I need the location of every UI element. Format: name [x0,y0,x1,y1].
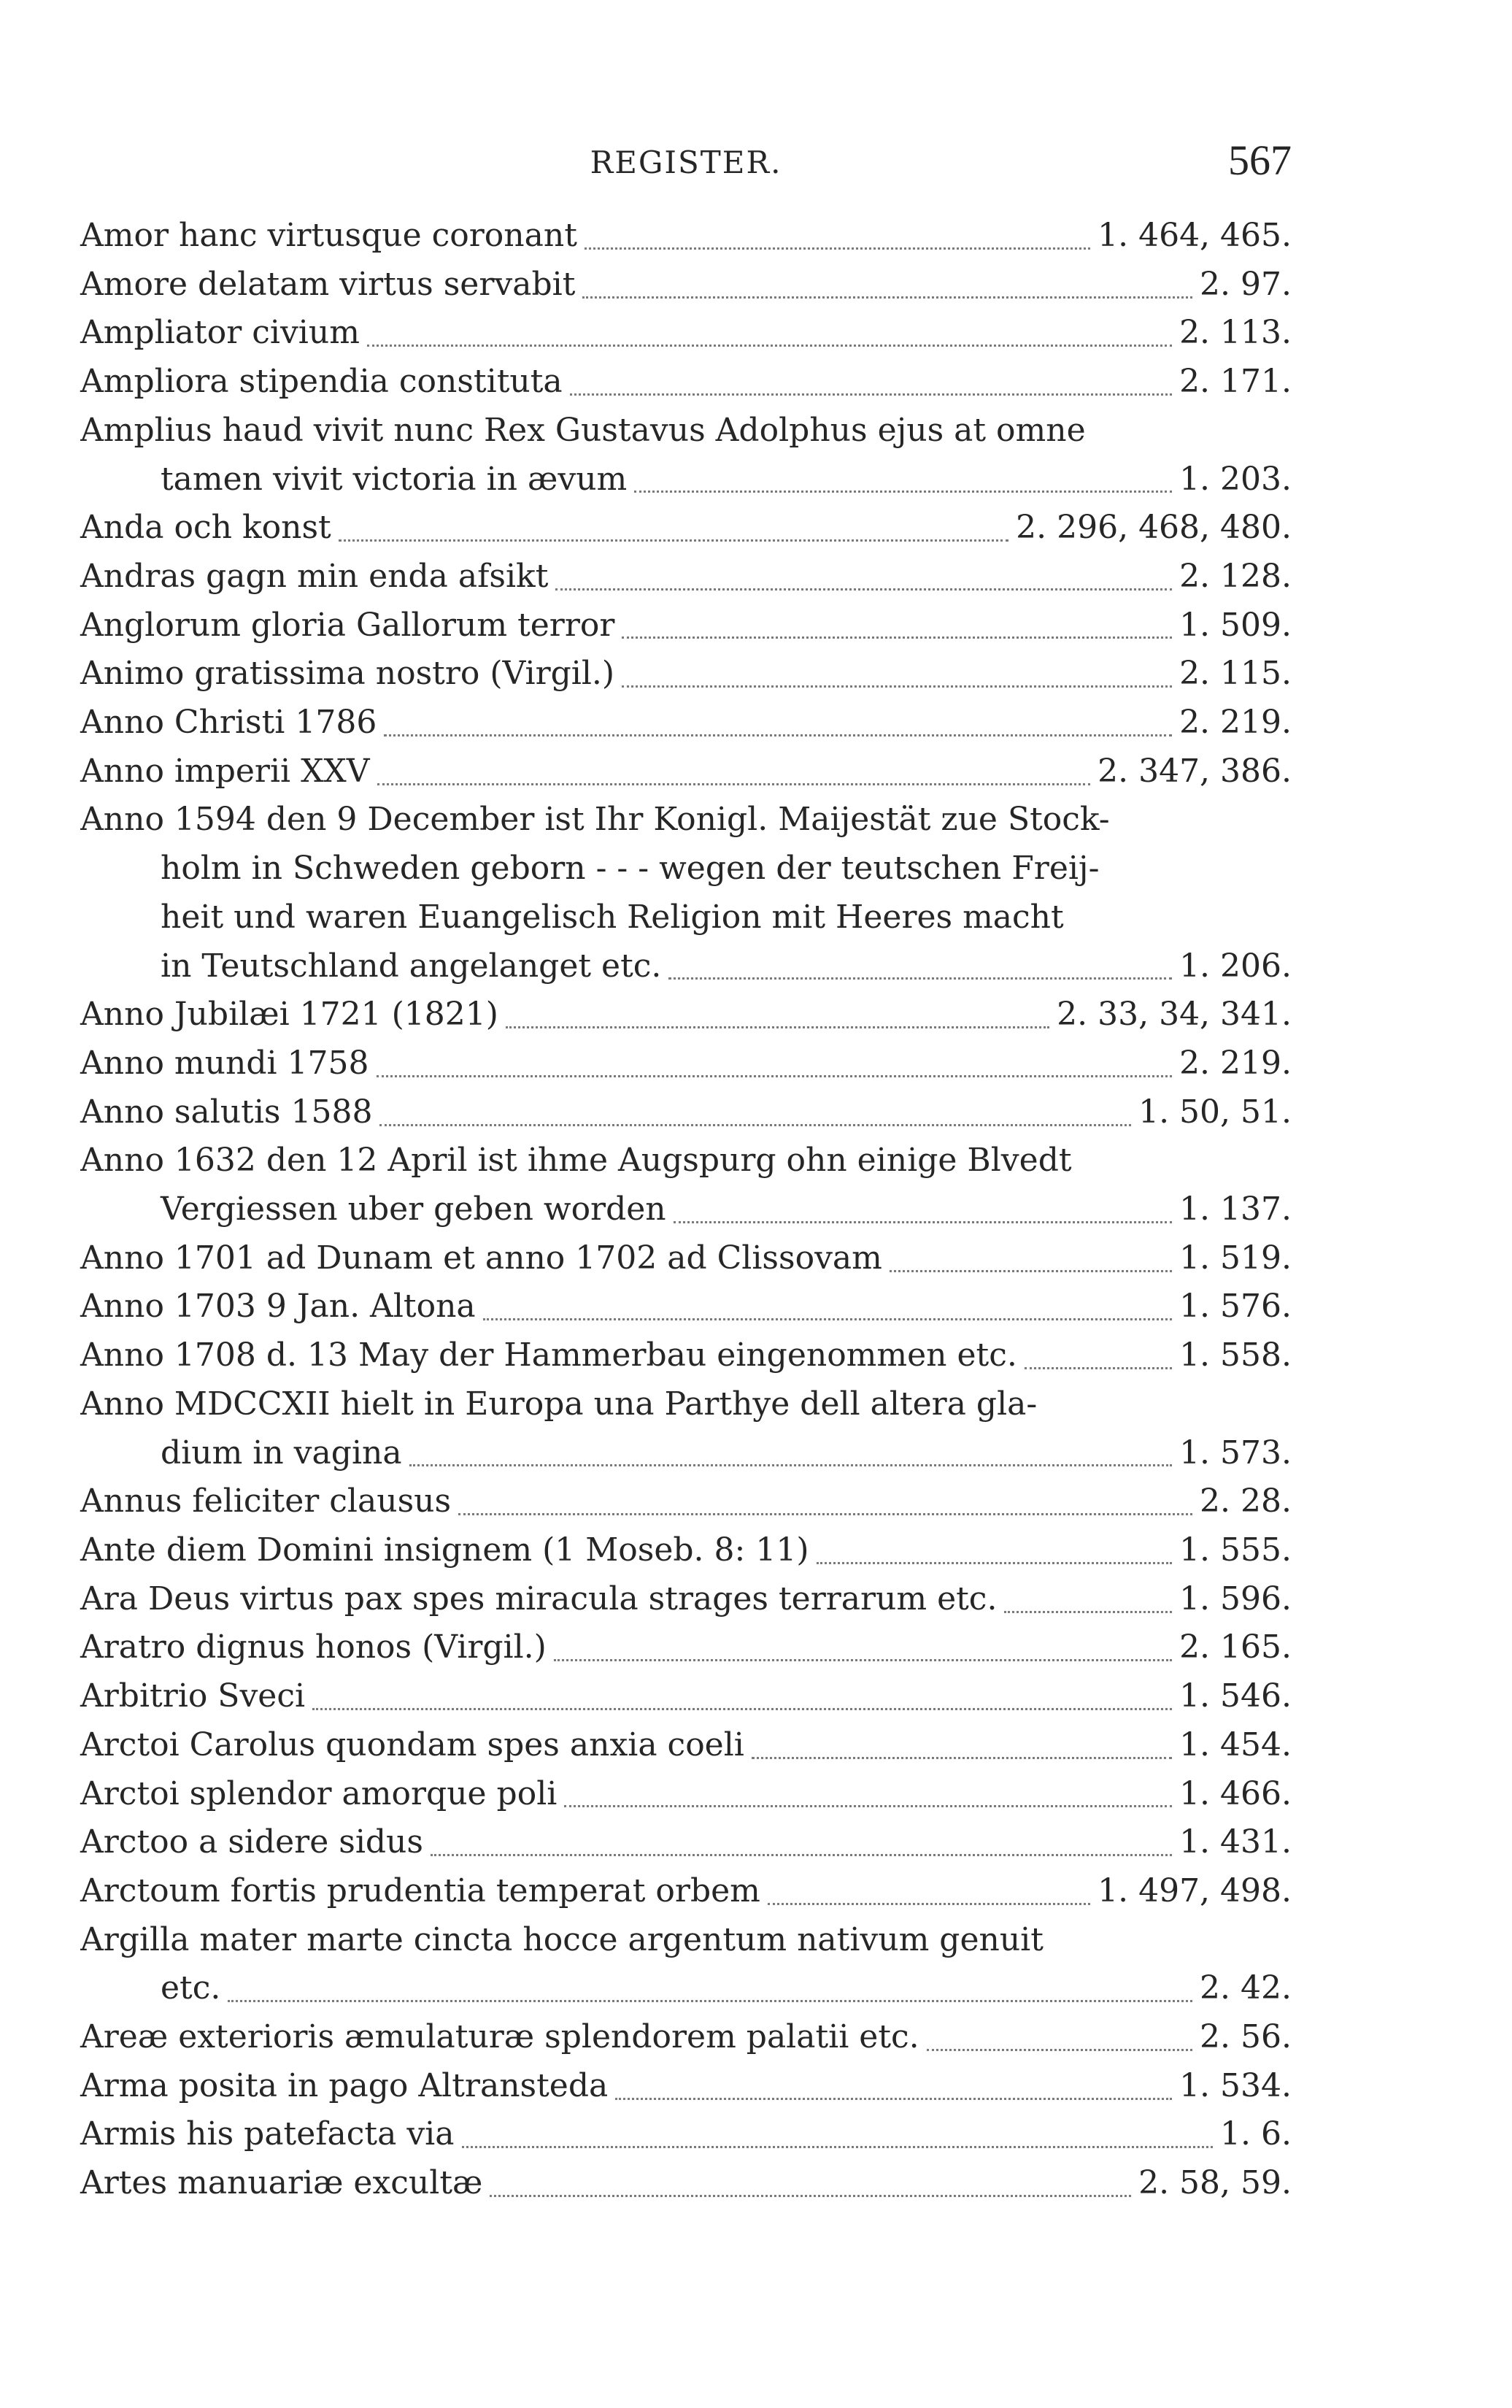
register-entry [80,1916,1292,2013]
entry-reference: 2. 115. [1179,655,1292,693]
entry-reference: 1. 546. [1179,1677,1292,1715]
entry-reference: 2. 28. [1200,1482,1292,1520]
entry-text-line: Anno 1594 den 9 December ist Ihr Konigl. Maijestät zue Stock- [80,801,1110,839]
entry-text-line: heit und waren Euangelisch Religion mit Heeres macht [161,898,1064,936]
register-entry [80,407,1292,504]
entry-final-line [80,1770,1292,1819]
dot-leader [367,328,1172,347]
entry-reference: 1. 137. [1179,1190,1292,1228]
register-entry [80,1282,1292,1331]
dot-leader [634,474,1172,493]
register-entry [80,1234,1292,1283]
entry-text-line: etc. [161,1969,221,2007]
register-entry [80,1575,1292,1624]
dot-leader [585,231,1090,250]
entry-text-line: Anglorum gloria Gallorum terror [80,606,615,644]
entry-text-line: Anno salutis 1588 [80,1093,373,1131]
register-entry [80,650,1292,699]
entry-reference: 2. 97. [1200,265,1292,303]
entry-reference: 1. 454. [1179,1726,1292,1763]
entry-reference: 1. 555. [1179,1531,1292,1569]
dot-leader [506,1010,1049,1028]
entry-reference: 2. 56. [1200,2018,1292,2056]
register-entry [80,358,1292,407]
dot-leader [462,2130,1214,2148]
register-entry [80,796,1292,990]
entry-final-line [80,1331,1292,1380]
entry-text-line: dium in vagina [161,1434,402,1472]
register-entry [80,1088,1292,1137]
entry-text-line: Anno 1703 9 Jan. Altona [80,1288,476,1326]
dot-leader [890,1254,1172,1272]
entry-text-line: Anno imperii XXV [80,752,370,790]
dot-leader [674,1205,1172,1223]
dot-leader [768,1887,1090,1905]
dot-leader [384,718,1172,736]
entry-text-line: in Teutschland angelanget etc. [161,947,662,985]
register-entry [80,553,1292,601]
entry-reference: 2. 42. [1200,1969,1292,2007]
dot-leader [582,280,1192,299]
entry-final-line [80,2013,1292,2062]
entry-reference: 2. 347, 386. [1098,752,1292,790]
entry-text-line: Arbitrio Sveci [80,1677,306,1715]
entry-text-line: Vergiessen uber geben worden [161,1190,666,1228]
register-entry [80,2013,1292,2062]
register-entry [80,309,1292,358]
entry-final-line [80,650,1292,699]
entry-text-line: Arma posita in pago Altransteda [80,2066,609,2104]
entry-reference: 1. 464, 465. [1098,217,1292,254]
dot-leader [490,2179,1131,2197]
dot-leader [339,523,1008,542]
register-entry [80,1623,1292,1672]
register-entry [80,1672,1292,1721]
header-title: REGISTER. [590,145,782,180]
register-entry [80,2110,1292,2159]
entry-text-line: Ante diem Domini insignem (1 Moseb. 8: 11) [80,1531,809,1569]
dot-leader [668,961,1172,980]
entry-text-line: Armis his patefacta via [80,2115,455,2153]
entry-reference: 1. 206. [1179,947,1292,985]
entry-text-line: Artes manuariæ excultæ [80,2164,483,2202]
entry-final-line [80,358,1292,407]
entry-text-line: Argilla mater marte cincta hocce argentum nativum genuit [80,1920,1044,1958]
entry-reference: 2. 128. [1179,557,1292,595]
entry-final-line [80,455,1292,504]
dot-leader [409,1448,1172,1466]
entry-reference: 2. 171. [1179,363,1292,401]
register-entry [80,2062,1292,2111]
entry-final-line [80,553,1292,601]
entry-reference: 1. 558. [1179,1336,1292,1374]
register-entry [80,699,1292,747]
entry-final-line [80,1282,1292,1331]
entry-text-line: Amor hanc virtusque coronant [80,217,577,254]
entry-reference: 1. 497, 498. [1098,1872,1292,1909]
register-entry [80,1039,1292,1088]
entry-reference: 2. 296, 468, 480. [1016,509,1292,547]
entry-text-line: Anno Christi 1786 [80,704,377,742]
entry-text-line: Aratro dignus honos (Virgil.) [80,1628,547,1666]
entry-final-line [80,309,1292,358]
dot-leader [312,1692,1172,1710]
entry-text-line: Areæ exterioris æmulaturæ splendorem palatii etc. [80,2018,919,2056]
dot-leader [752,1741,1172,1759]
register-entry [80,1867,1292,1916]
entry-final-line [80,212,1292,261]
entry-reference: 2. 33, 34, 341. [1057,996,1292,1034]
entry-reference: 1. 519. [1179,1239,1292,1277]
entry-text-line: Anno 1701 ad Dunam et anno 1702 ad Clissovam [80,1239,882,1277]
entry-final-line [80,1039,1292,1088]
dot-leader [1025,1351,1172,1369]
entry-final-line [80,1575,1292,1624]
entry-text-line: Ara Deus virtus pax spes miracula strages terrarum etc. [80,1580,998,1617]
entry-text-line: Anno MDCCXII hielt in Europa una Parthye dell altera gla- [80,1385,1038,1423]
entry-text-line: Arctoo a sidere sidus [80,1823,423,1861]
dot-leader [622,669,1172,688]
register-entry [80,1818,1292,1867]
entry-final-line [80,1088,1292,1137]
dot-leader [564,1789,1172,1807]
entry-reference: 2. 219. [1179,1044,1292,1082]
entry-text-line: Arctoum fortis prudentia temperat orbem [80,1872,760,1909]
entry-text-line: Amore delatam virtus servabit [80,265,576,303]
entry-reference: 1. 573. [1179,1434,1292,1472]
entry-reference: 1. 509. [1179,606,1292,644]
entry-text-line: Arctoi Carolus quondam spes anxia coeli [80,1726,744,1763]
entry-final-line [80,1867,1292,1916]
entry-final-line [80,504,1292,553]
dot-leader [555,572,1172,591]
register-entry [80,1526,1292,1575]
entry-text-line: tamen vivit victoria in ævum [161,460,628,498]
entry-final-line [80,942,1292,991]
entry-final-line [80,1721,1292,1770]
dot-leader [377,1059,1173,1077]
dot-leader [483,1302,1172,1320]
entry-text-line: Anno 1632 den 12 April ist ihme Augspurg ohn einige Blvedt [80,1142,1072,1180]
entry-final-line [80,2159,1292,2208]
register-entry [80,990,1292,1039]
dot-leader [554,1643,1172,1661]
entry-reference: 2. 113. [1179,314,1292,352]
dot-leader [615,2082,1172,2100]
register-entry [80,1477,1292,1526]
entry-reference: 2. 219. [1179,704,1292,742]
entry-text-line: Ampliora stipendia constituta [80,363,563,401]
entry-final-line [80,1672,1292,1721]
entry-reference: 1. 576. [1179,1288,1292,1326]
register-entry [80,212,1292,261]
entry-final-line [80,2062,1292,2111]
dot-leader [622,620,1172,639]
entry-reference: 2. 165. [1179,1628,1292,1666]
entry-reference: 1. 596. [1179,1580,1292,1617]
dot-leader [570,377,1172,396]
register-entries [80,212,1292,2208]
dot-leader [458,1497,1192,1515]
register-entry [80,504,1292,553]
entry-text-line: Amplius haud vivit nunc Rex Gustavus Adolphus ejus at omne [80,411,1086,449]
dot-leader [379,1108,1131,1126]
register-entry [80,1136,1292,1234]
dot-leader [927,2033,1192,2051]
entry-final-line [80,1429,1292,1478]
register-entry [80,1331,1292,1380]
entry-final-line [80,990,1292,1039]
entry-final-line [80,1818,1292,1867]
register-entry [80,747,1292,796]
register-entry [80,1380,1292,1477]
entry-reference: 1. 6. [1220,2115,1292,2153]
entry-final-line [80,747,1292,796]
entry-text-line: Anno mundi 1758 [80,1044,369,1082]
entry-text-line: Anno 1708 d. 13 May der Hammerbau eingenommen etc. [80,1336,1017,1374]
dot-leader [228,1984,1192,2002]
register-entry [80,1721,1292,1770]
entry-final-line [80,1185,1292,1234]
entry-text-line: Anno Jubilæi 1721 (1821) [80,996,498,1034]
entry-text-line: Anda och konst [80,509,331,547]
entry-text-line: holm in Schweden geborn - - - wegen der teutschen Freij- [161,850,1100,888]
entry-final-line [80,699,1292,747]
entry-text-line: Arctoi splendor amorque poli [80,1774,558,1812]
running-header [80,136,1292,194]
entry-reference: 1. 50, 51. [1138,1093,1292,1131]
dot-leader [817,1546,1173,1564]
entry-final-line [80,1526,1292,1575]
entry-reference: 1. 431. [1179,1823,1292,1861]
page-number: 567 [1228,136,1292,184]
entry-reference: 2. 58, 59. [1138,2164,1292,2202]
entry-text-line: Ampliator civium [80,314,360,352]
entry-reference: 1. 203. [1179,460,1292,498]
entry-final-line [80,1623,1292,1672]
register-entry [80,261,1292,309]
entry-text-line: Andras gagn min enda afsikt [80,557,549,595]
entry-final-line [80,1964,1292,2013]
entry-text-line: Animo gratissima nostro (Virgil.) [80,655,615,693]
entry-final-line [80,2110,1292,2159]
entry-text-line: Annus feliciter clausus [80,1482,452,1520]
entry-reference: 1. 466. [1179,1774,1292,1812]
dot-leader [1004,1595,1172,1613]
entry-final-line [80,1477,1292,1526]
register-entry [80,601,1292,650]
entry-final-line [80,261,1292,309]
register-entry [80,1770,1292,1819]
register-entry [80,2159,1292,2208]
entry-final-line [80,1234,1292,1283]
entry-final-line [80,601,1292,650]
dot-leader [377,767,1091,785]
entry-reference: 1. 534. [1179,2066,1292,2104]
dot-leader [431,1838,1172,1856]
